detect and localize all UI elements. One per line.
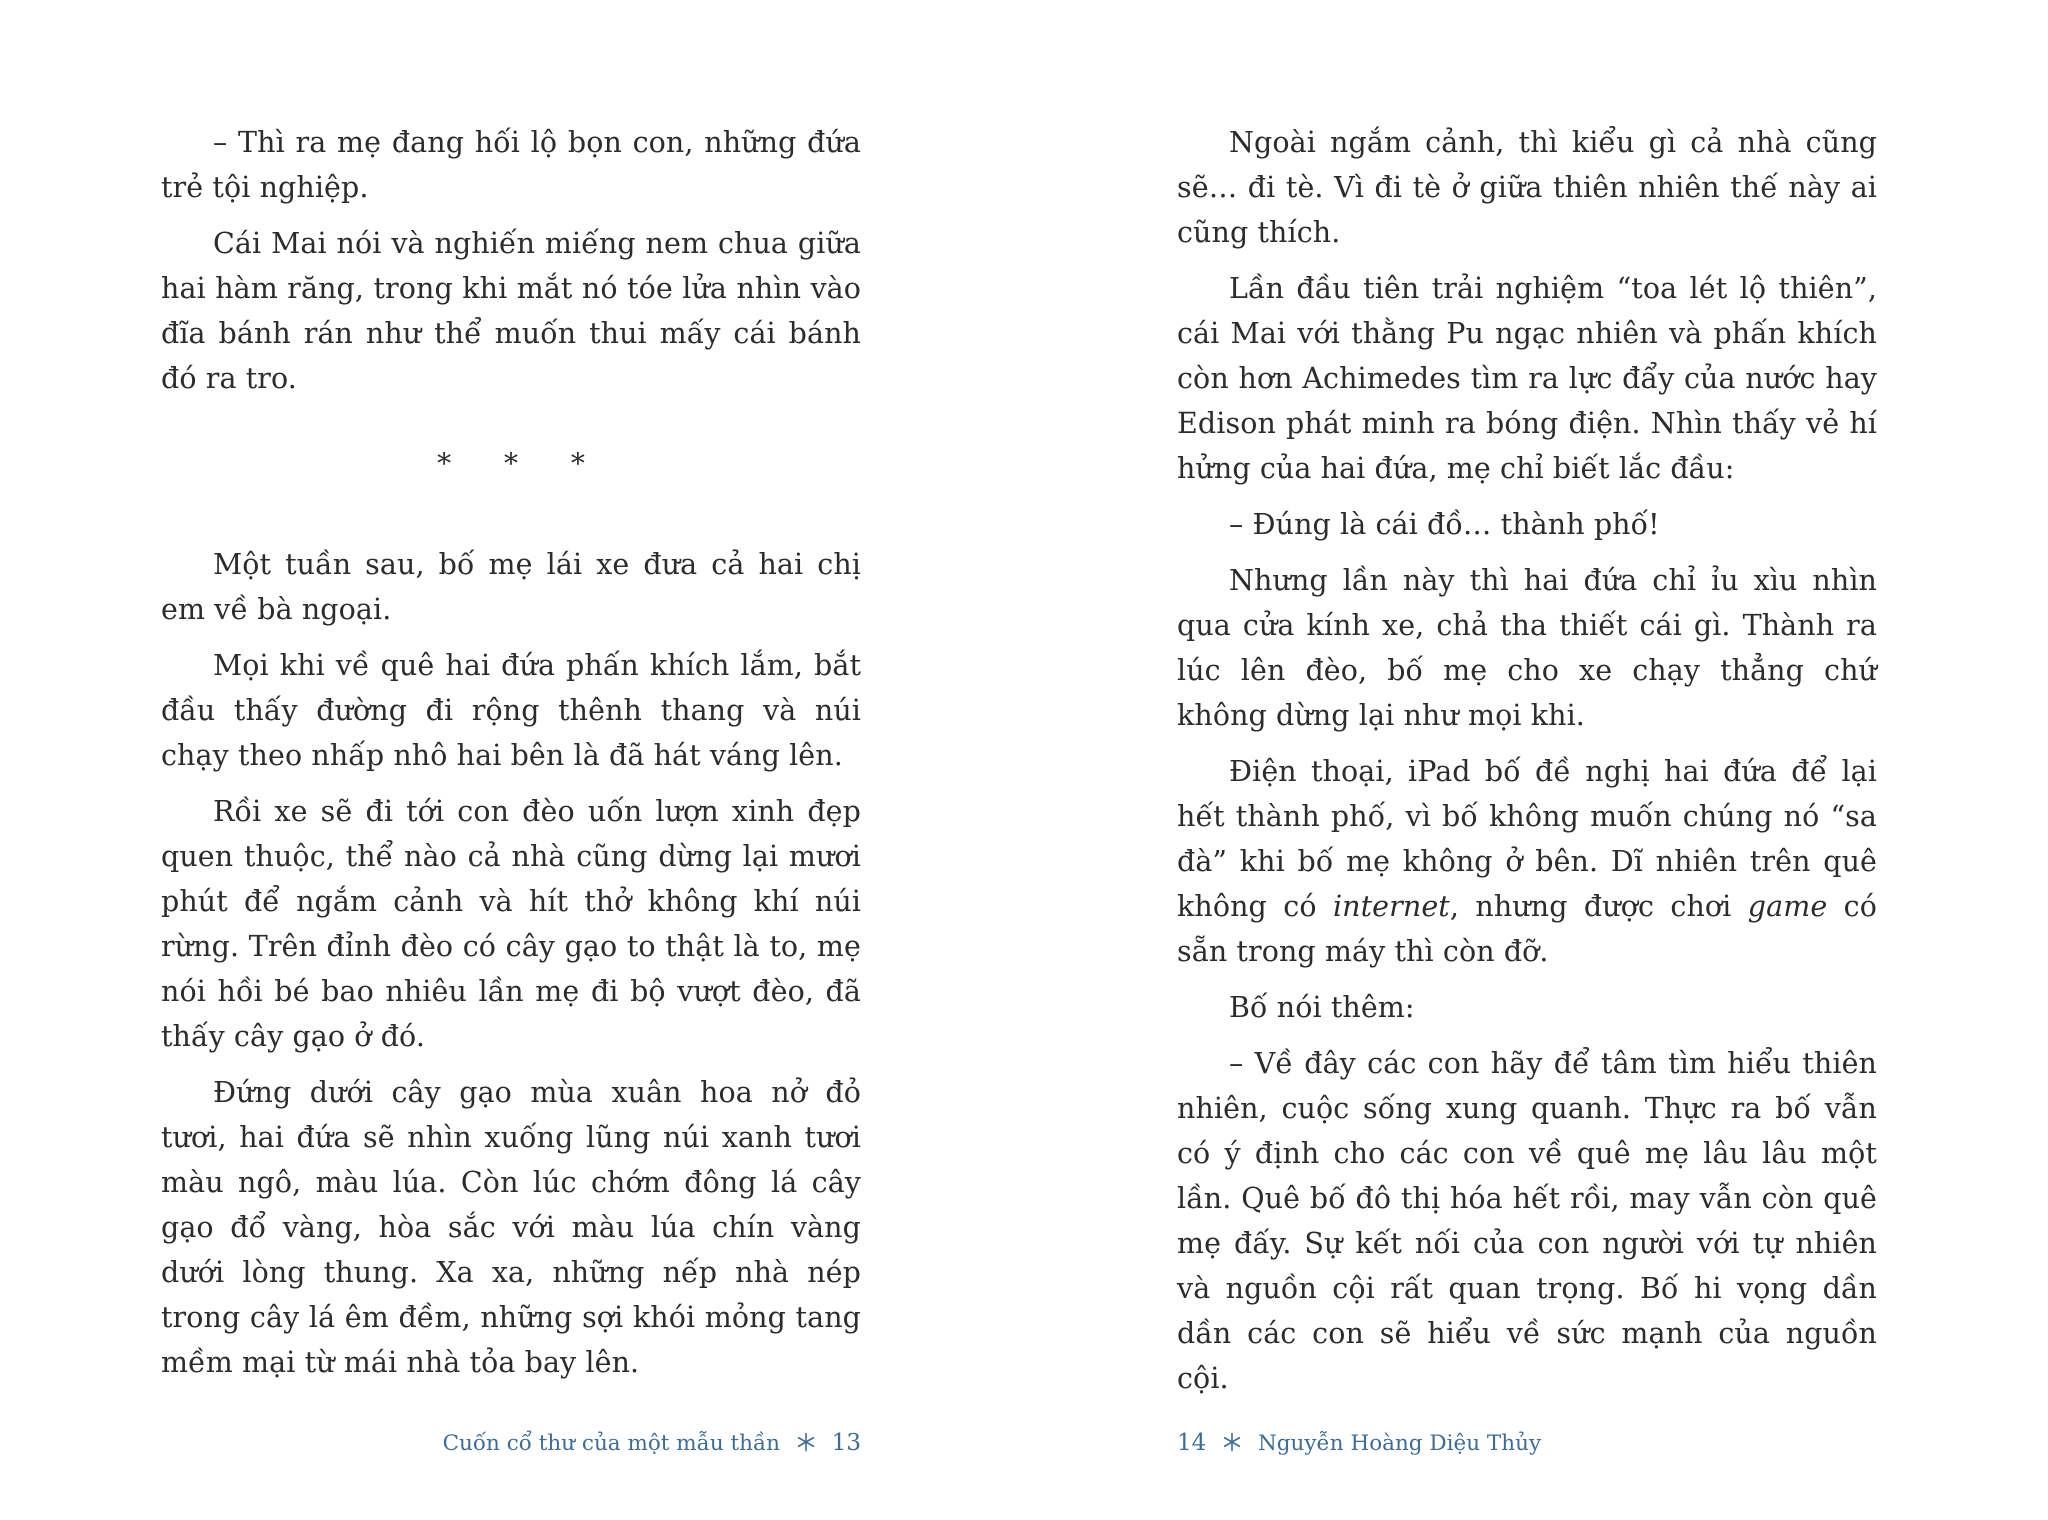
right-page-text (1177, 120, 1877, 1412)
paragraph: Bố nói thêm: (1229, 991, 1415, 1024)
text-run: Điện thoại, iPad bố đề nghị hai đứa để lại hết thành phố, vì bố không muốn chúng nó “sa đà” khi bố mẹ không ở bên. Dĩ nhiên trên quê không có (1177, 755, 1877, 923)
paragraph: Một tuần sau, bố mẹ lái xe đưa cả hai chị em về bà ngoại. (161, 548, 861, 626)
paragraph: – Thì ra mẹ đang hối lộ bọn con, những đứa trẻ tội nghiệp. (161, 126, 861, 204)
paragraph: Đứng dưới cây gạo mùa xuân hoa nở đỏ tươi, hai đứa sẽ nhìn xuống lũng núi xanh tươi màu ngô, màu lúa. Còn lúc chớm đông lá cây gạo đổ vàng, hòa sắc với màu lúa chín vàng dưới lòng thung. Xa xa, những nếp nhà nép trong cây lá êm đềm, những sợi khói mỏng tang mềm mại từ mái nhà tỏa bay lên. (161, 1076, 861, 1379)
paragraph (1177, 749, 1877, 974)
left-page-text (161, 120, 861, 1396)
author-name: Nguyễn Hoàng Diệu Thủy (1257, 1431, 1542, 1456)
italic-term: internet (1332, 890, 1450, 923)
book-title: Cuốn cổ thư của một mẫu thần (442, 1431, 781, 1456)
snowflake-icon (796, 1432, 816, 1452)
section-separator: * * * (437, 447, 607, 480)
paragraph: Mọi khi về quê hai đứa phấn khích lắm, bắt đầu thấy đường đi rộng thênh thang và núi chạy theo nhấp nhô hai bên là đã hát váng lên. (161, 649, 861, 772)
paragraph: Ngoài ngắm cảnh, thì kiểu gì cả nhà cũng sẽ… đi tè. Vì đi tè ở giữa thiên nhiên thế này ai cũng thích. (1177, 126, 1877, 249)
italic-term: game (1747, 890, 1828, 923)
running-footer-left (443, 1428, 861, 1459)
paragraph: – Về đây các con hãy để tâm tìm hiểu thiên nhiên, cuộc sống xung quanh. Thực ra bố vẫn có ý định cho các con về quê mẹ lâu lâu một lần. Quê bố đô thị hóa hết rồi, may vẫn còn quê mẹ đấy. Sự kết nối của con người với tự nhiên và nguồn cội rất quan trọng. Bố hi vọng dần dần các con sẽ hiểu về sức mạnh của nguồn cội. (1177, 1047, 1877, 1395)
running-footer-right (1177, 1428, 1541, 1459)
page-number: 13 (831, 1430, 861, 1456)
paragraph: Rồi xe sẽ đi tới con đèo uốn lượn xinh đẹp quen thuộc, thể nào cả nhà cũng dừng lại mươi phút để ngắm cảnh và hít thở không khí núi rừng. Trên đỉnh đèo có cây gạo to thật là to, mẹ nói hồi bé bao nhiêu lần mẹ đi bộ vượt đèo, đã thấy cây gạo ở đó. (161, 795, 861, 1053)
paragraph: – Đúng là cái đồ… thành phố! (1229, 508, 1660, 541)
page-number: 14 (1177, 1430, 1207, 1456)
snowflake-icon (1222, 1432, 1242, 1452)
text-run: có sẵn trong máy thì còn đỡ. (1177, 890, 1877, 968)
text-run: , nhưng được chơi (1449, 890, 1748, 923)
paragraph: Nhưng lần này thì hai đứa chỉ ỉu xìu nhìn qua cửa kính xe, chả tha thiết cái gì. Thành ra lúc lên đèo, bố mẹ cho xe chạy thẳng chứ không dừng lại như mọi khi. (1177, 564, 1877, 732)
paragraph: Lần đầu tiên trải nghiệm “toa lét lộ thiên”, cái Mai với thằng Pu ngạc nhiên và phấn khích còn hơn Achimedes tìm ra lực đẩy của nước hay Edison phát minh ra bóng điện. Nhìn thấy vẻ hí hửng của hai đứa, mẹ chỉ biết lắc đầu: (1177, 272, 1877, 485)
paragraph: Cái Mai nói và nghiến miếng nem chua giữa hai hàm răng, trong khi mắt nó tóe lửa nhìn vào đĩa bánh rán như thể muốn thui mấy cái bánh đó ra tro. (161, 227, 861, 395)
